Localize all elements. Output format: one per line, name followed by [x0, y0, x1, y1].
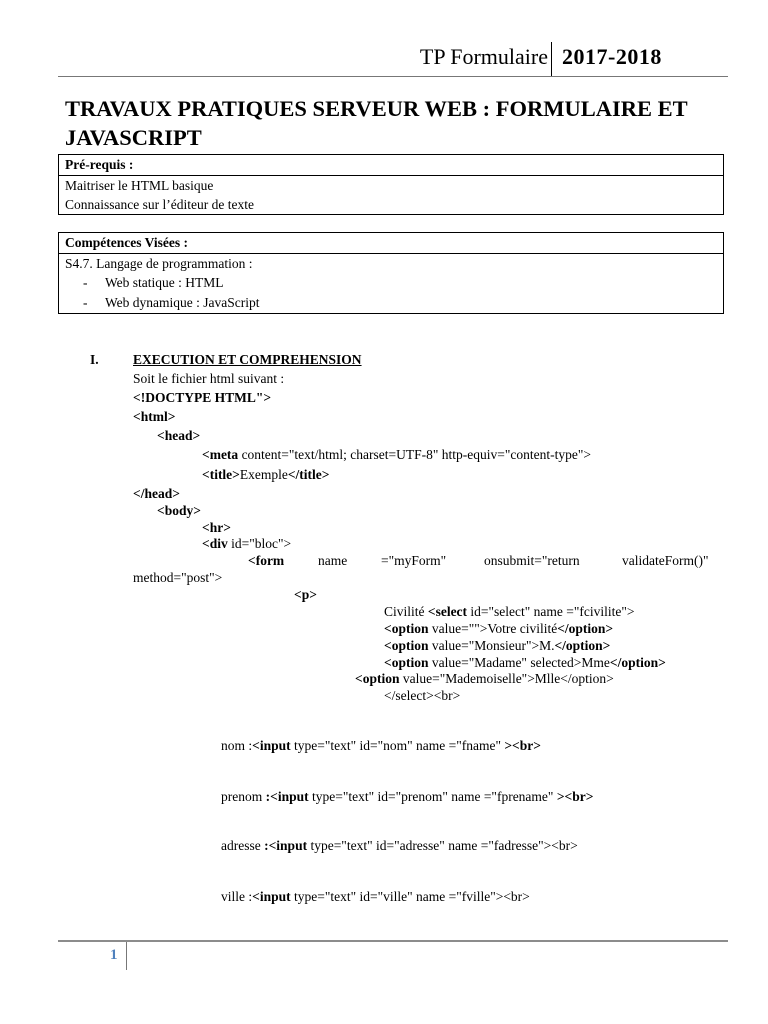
code-input-ville: ville :<input type="text" id="ville" name ="fville"><br>: [221, 889, 530, 904]
code-option: <option value="Mademoiselle">Mlle</option>: [355, 671, 614, 686]
competences-bullet: - Web dynamique : JavaScript: [83, 295, 260, 310]
code-p-open: <p>: [294, 587, 317, 602]
code-head-close: </head>: [133, 486, 180, 501]
code-form-word: onsubmit="return: [484, 553, 580, 568]
code-hr: <hr>: [202, 520, 231, 535]
code-html-open: <html>: [133, 409, 176, 424]
prerequis-heading: Pré-requis :: [59, 155, 723, 176]
footer-separator: [126, 942, 127, 970]
code-input-nom: nom :<input type="text" id="nom" name ="fname" ><br>: [221, 738, 541, 753]
code-title: <title>Exemple</title>: [202, 467, 330, 482]
prerequis-line: Maitriser le HTML basique: [65, 178, 214, 193]
code-form-word: validateForm()": [622, 553, 709, 568]
code-input-adresse: adresse :<input type="text" id="adresse" name ="fadresse"><br>: [221, 838, 578, 853]
code-meta: <meta content="text/html; charset=UTF-8" http-equiv="content-type">: [202, 447, 591, 462]
page-number: 1: [110, 947, 118, 963]
prerequis-line: Connaissance sur l’éditeur de texte: [65, 197, 254, 212]
section-number: I.: [90, 352, 99, 367]
header-separator: [551, 42, 552, 76]
header-year: 2017-2018: [562, 44, 662, 69]
code-doctype: <!DOCTYPE HTML">: [133, 390, 272, 405]
code-option: <option value="Madame" selected>Mme</option>: [384, 655, 666, 670]
code-form-word: ="myForm": [381, 553, 447, 568]
footer-rule: [58, 940, 728, 942]
code-select: Civilité <select id="select" name ="fcivilite">: [384, 604, 635, 619]
page-title: TRAVAUX PRATIQUES SERVEUR WEB : FORMULAIRE ET JAVASCRIPT: [65, 96, 688, 150]
competences-bullet: - Web statique : HTML: [83, 275, 224, 290]
section-title: EXECUTION ET COMPREHENSION: [133, 352, 362, 367]
competences-heading: Compétences Visées :: [59, 233, 723, 254]
prerequis-box: [58, 154, 724, 215]
code-option: <option value="Monsieur">M.</option>: [384, 638, 611, 653]
code-option: <option value="">Votre civilité</option>: [384, 621, 614, 636]
code-div: <div id="bloc">: [202, 536, 292, 551]
code-head-open: <head>: [157, 428, 201, 443]
section-intro: Soit le fichier html suivant :: [133, 371, 285, 386]
header-rule: [58, 76, 728, 77]
header-doc-title: TP Formulaire: [419, 44, 548, 69]
competences-intro: S4.7. Langage de programmation :: [65, 256, 253, 271]
code-input-prenom: prenom :<input type="text" id="prenom" name ="fprename" ><br>: [221, 789, 594, 804]
code-form-word: name: [318, 553, 348, 568]
code-body-open: <body>: [157, 503, 201, 518]
code-select-close: </select><br>: [384, 688, 461, 703]
code-form-tag: <form: [248, 553, 285, 568]
competences-box: [58, 232, 724, 314]
code-form-continuation: method="post">: [133, 570, 223, 585]
